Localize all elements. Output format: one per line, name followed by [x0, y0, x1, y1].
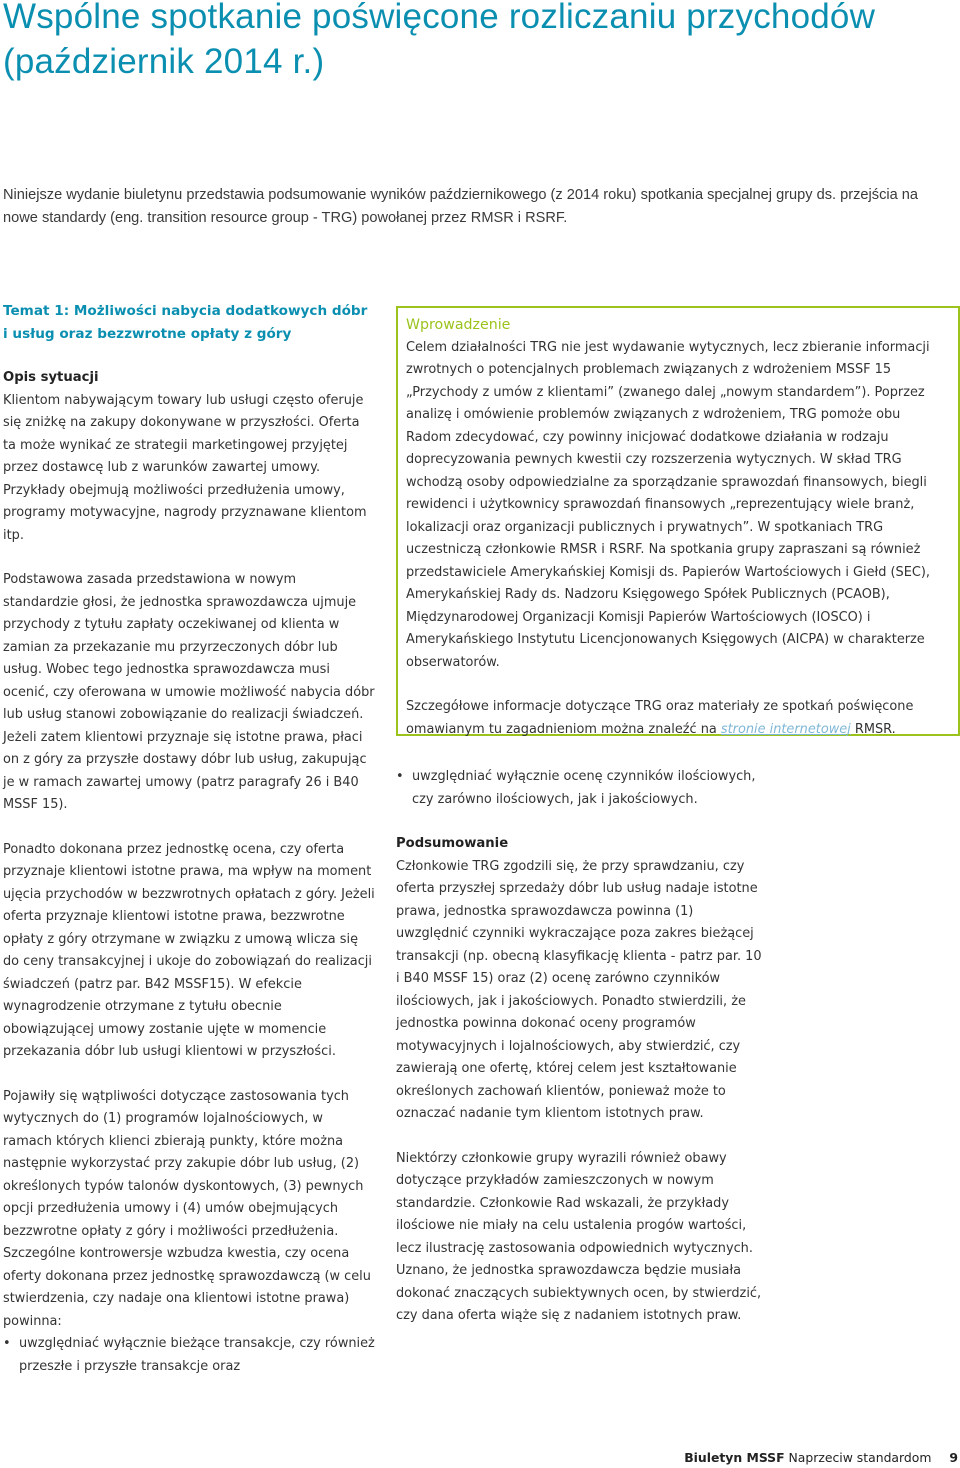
- box-paragraph-2-text: Szczegółowe informacje dotyczące TRG oraz materiały ze spotkań poświęcone omawianym tu zagadnieniom można znaleźć na: [406, 699, 914, 737]
- box-paragraph-2: [406, 696, 948, 741]
- topic-heading: Temat 1: Możliwości nabycia dodatkowych dóbr i usług oraz bezzwrotne opłaty z góry: [3, 303, 368, 342]
- box-paragraph-1: Celem działalności TRG nie jest wydawanie wytycznych, lecz zbieranie informacji zwrotnych o potencjalnych problemach związanych z wdrożeniem MSSF 15 „Przychody z umów z klientami” (zwanego dalej „nowym standardem”). Poprzez analizę i omówienie problemów związanych z wdrożeniem, TRG pomoże obu Radom zdecydować, czy powinny inicjować dodatkowe działania w rodzaju doprecyzowania pewnych kwestii czy rozszerzenia wytycznych. W skład TRG wchodzą osoby odpowiedzialne za sporządzanie sprawozdań finansowych, biegli rewidenci i użytkownicy sprawozdań finansowych „reprezentujący wiele branż, lokalizacji oraz organizacji publicznych i prywatnych”. W spotkaniach TRG uczestniczą członkowie RMSR i RSRF. Na spotkania grupy zapraszani są również przedstawiciele Amerykańskiej Komisji ds. Papierów Wartościowych i Giełd (SEC), Amerykańskiej Rady ds. Nadzoru Księgowego Spółek Publicznych (PCAOB), Międzynarodowej Organizacji Komisji Papierów Wartościowych (IOSCO) i Amerykańskiego Instytutu Licencjonowanych Księgowych (AICPA) w charakterze obserwatorów.: [406, 339, 930, 670]
- box-heading: Wprowadzenie: [406, 317, 511, 333]
- list-item: • uwzględniać wyłącznie ocenę czynników ilościowych, czy zarówno ilościowych, jak i jakościowych.: [396, 766, 768, 811]
- box-paragraph-2-end: RMSR.: [850, 721, 896, 737]
- summary-heading: Podsumowanie: [396, 836, 509, 851]
- website-link[interactable]: stronie internetowej: [720, 721, 851, 737]
- situation-heading: Opis sytuacji: [3, 370, 99, 385]
- list-item: • uwzględniać wyłącznie bieżące transakcje, czy również przeszłe i przyszłe transakcje oraz: [3, 1333, 375, 1378]
- page-number: 9: [949, 1450, 958, 1465]
- left-paragraph-2: Podstawowa zasada przedstawiona w nowym standardzie głosi, że jednostka sprawozdawcza ujmuje przychody z tytułu zapłaty oczekiwanej od klienta w zamian za przekazanie mu przyrzeczonych dóbr lub usług. Wobec tego jednostka sprawozdawcza musi ocenić, czy oferowana w umowie możliwość nabycia dóbr lub usług stanowi zobowiązanie do realizacji świadczeń. Jeżeli zatem klientowi przyznaje się istotne prawa, płaci on z góry za przyszłe dostawy dóbr lub usług, zakupując je w ramach zawartej umowy (patrz paragrafy 26 i B40 MSSF 15).: [3, 572, 375, 812]
- summary-paragraph-1: Członkowie TRG zgodzili się, że przy sprawdzaniu, czy oferta przyszłej sprzedaży dóbr lub usług nadaje istotne prawa, jednostka sprawozdawcza powinna (1) uwzględnić czynniki wykraczające poza zakres bieżącej transakcji (np. obecną klasyfikację klienta - patrz par. 10 i B40 MSSF 15) oraz (2) ocenę zarówno czynników ilościowych, jak i jakościowych. Ponadto stwierdzili, że jednostka powinna dokonać oceny programów motywacyjnych i lojalnościowych, aby stwierdzić, czy zawierają one ofertę, której celem jest kształtowanie określonych zachowań klientów, ponieważ może to oznaczać nadanie tym klientom istotnych praw.: [396, 858, 762, 1121]
- intro-box: [396, 306, 960, 736]
- intro-paragraph: Niniejsze wydanie biuletynu przedstawia podsumowanie wyników październikowego (z 2014 roku) spotkania specjalnej grupy ds. przejścia na nowe standardy (eng. transition resource group - TRG) powołanej przez RMSR i RSRF.: [3, 187, 919, 226]
- page-title: Wspólne spotkanie poświęcone rozliczaniu przychodów (październik 2014 r.): [3, 0, 876, 81]
- left-bullet-list: [3, 1333, 375, 1378]
- summary-paragraph-2: Niektórzy członkowie grupy wyrazili również obawy dotyczące przykładów zamieszczonych w nowym standardzie. Członkowie Rad wskazali, że przykłady ilościowe nie miały na celu ustalenia progów wartości, lecz ilustrację zastosowania odpowiednich wytycznych. Uznano, że jednostka sprawozdawcza będzie musiała dokonać znaczących subiektywnych ocen, by stwierdzić, czy dana oferta wiąże się z nadaniem istotnych praw.: [396, 1150, 762, 1323]
- right-bullet-list: [396, 766, 768, 811]
- left-paragraph-1: Klientom nabywającym towary lub usługi często oferuje się zniżkę na zakupy dokonywane w przyszłości. Oferta ta może wynikać ze strategii marketingowej przyjętej przez dostawcę lub z warunków zawartej umowy. Przykłady obejmują możliwości przedłużenia umowy, programy motywacyjne, nagrody przyznawane klientom itp.: [3, 392, 367, 543]
- footer-subtitle: Naprzeciw standardom: [788, 1450, 932, 1465]
- left-column: [3, 300, 375, 1378]
- page-footer: [684, 1450, 958, 1465]
- right-column: [396, 766, 768, 1328]
- left-paragraph-4: Pojawiły się wątpliwości dotyczące zastosowania tych wytycznych do (1) programów lojalnościowych, w ramach których klienci zbierają punkty, które można następnie wykorzystać przy zakupie dóbr lub usług, (2) określonych typów talonów dyskontowych, (3) pewnych opcji przedłużenia umowy i (4) umów obejmujących bezzwrotne opłaty z góry i możliwości przedłużenia. Szczególne kontrowersje wzbudza kwestia, czy ocena oferty dokonana przez jednostkę sprawozdawczą (w celu stwierdzenia, czy nadaje ona klientowi istotne prawa) powinna:: [3, 1088, 371, 1329]
- left-paragraph-3: Ponadto dokonana przez jednostkę ocena, czy oferta przyznaje klientowi istotne prawa, ma wpływ na moment ujęcia przychodów w bezzwrotnych opłatach z góry. Jeżeli oferta przyznaje klientowi istotne prawa, bezzwrotne opłaty z góry otrzymane w związku z umową wlicza się do ceny transakcyjnej i ukoje do zobowiązań do realizacji świadczeń (patrz par. B42 MSSF15). W efekcie wynagrodzenie otrzymane z tytułu obecnie obowiązującej umowy zostanie ujęte w momencie przekazania dóbr lub usługi klientowi w przyszłości.: [3, 841, 375, 1059]
- footer-brand: Biuletyn MSSF: [684, 1450, 785, 1465]
